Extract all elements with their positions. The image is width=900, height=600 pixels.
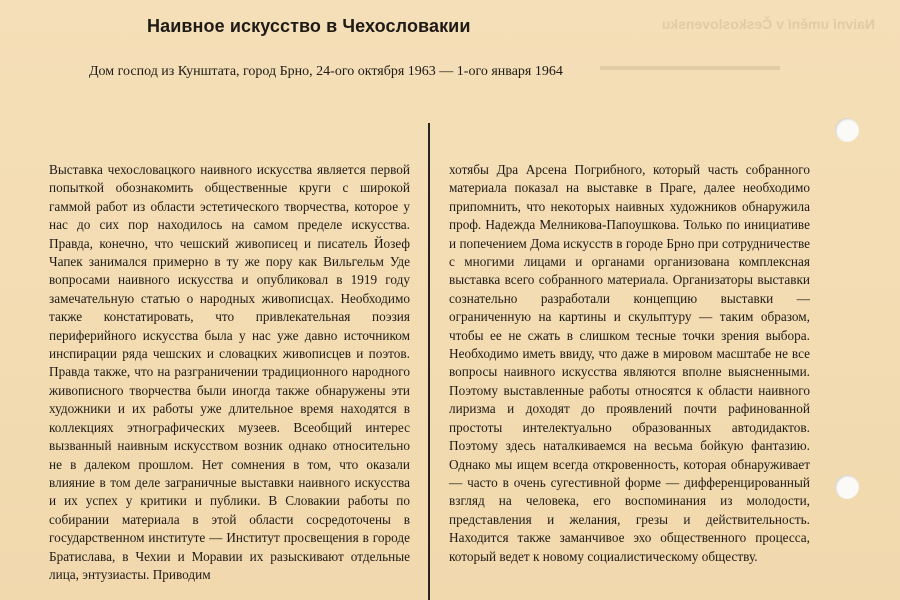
bleed-through-title: Naivní umění v Československu <box>661 16 875 32</box>
column-divider <box>428 123 430 600</box>
page-subtitle: Дом господ из Кунштата, город Брно, 24-ого октября 1963 — 1-ого января 1964 <box>89 64 563 79</box>
bleed-through-subtitle-mark <box>600 66 780 70</box>
right-column-text: хотябы Дра Арсена Погрибного, который часть собранного материала показал на выставке в Праге, далее необходимо припомнить, что некоторых наивных художников обнаружила проф. Надежда Мелникова-Папоушкова. Только по инициативе и попечением Дома искусств в городе Брно при сотрудничестве с многими лицами и органами организована комплексная выставка всего собранного материала. Организаторы выставки сознательно разработали концепцию выставки — ограниченную на картины и скульптуру — таким образом, чтобы ее не сжать в слишком тесные точки зрения выбора. Необходимо иметь ввиду, что даже в мировом масштабе не все вопросы наивного искусства являются вполне выясненными. Поэтому выставленные работы относятся к области наивного лиризма и доходят до проявлений почти рафинованной простоты интелектуально образованных автодидактов. Поэтому здесь наталкиваемся на весьма бойкую фантазию. Однако мы ищем всегда откровенность, которая обнаруживает — часто в очень сугестивной форме — дифференцированный взгляд на человека, его воспоминания из молодости, представления и желания, грезы и действительность. Находится также заманчивое эхо общественного процесса, который ведет к новому социалистическому обществу. <box>449 162 810 564</box>
left-column <box>49 161 410 584</box>
right-column <box>449 161 810 566</box>
left-column-text: Выставка чехословацкого наивного искусства является первой попыткой обознакомить общественные круги с широкой гаммой работ из области эстетического творчества, которое у нас до сих пор находилось на самом пределе искусства. Правда, конечно, что чешский живописец и писатель Йозеф Чапек занимался примерно в ту же пору как Вильгельм Уде вопросами наивного искусства и опубликовал в 1919 году замечательную статью о народных живописцах. Необходимо также констатировать, что привлекательная поэзия периферийного искусства была у нас уже давно источником инспирации ряда чешских и словацких живописцев и поэтов. Правда также, что на разграничении традиционного народного живописного творчества были иногда также обнаружены эти художники и их работы уже длительное время находятся в коллекциях этнографических музеев. Всеобщий интерес вызванный наивным искусством возник однако относительно не в далеком прошлом. Нет сомнения в том, что оказали влияние в том деле заграничные выставки наивного искусства и их успех у критики и публики. В Словакии работы по собирании материала в этой области сосредоточены в государственном институте — Институт просвещения в городе Братислава, в Чехии и Моравии их разыскивают отдельные лица, энтузиасты. Приводим <box>49 162 410 582</box>
page-title: Наивное искусство в Чехословакии <box>147 16 471 36</box>
punch-hole-top <box>835 118 859 142</box>
punch-hole-bottom <box>835 475 859 499</box>
